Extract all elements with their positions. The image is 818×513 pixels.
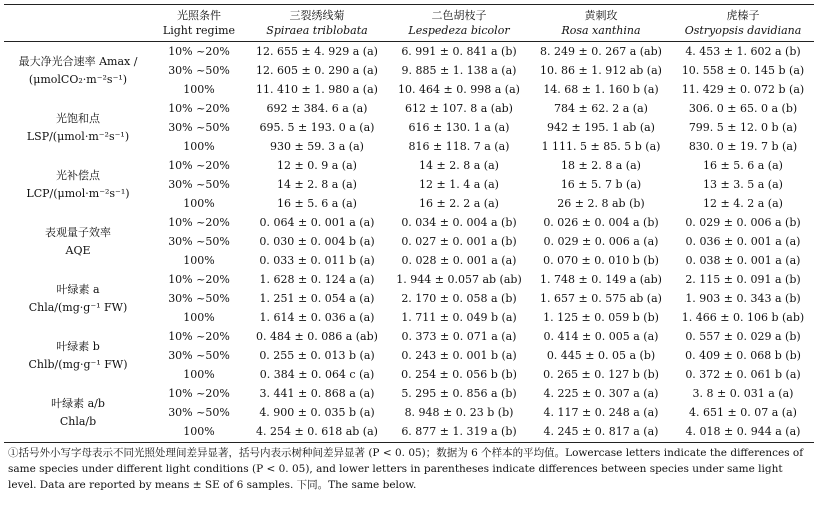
- value-cell: 13 ± 3. 5 a (a): [703, 178, 783, 191]
- value-cell: 1. 614 ± 0. 036 a (a): [259, 311, 375, 324]
- parameter-label-line1: 光饱和点: [56, 111, 100, 125]
- parameter-label-line2: Chla/(mg·g⁻¹ FW): [28, 300, 128, 314]
- value-cell: 0. 254 ± 0. 056 b (b): [401, 368, 517, 381]
- parameter-label: [4, 384, 152, 441]
- header-light-regime: [152, 5, 246, 42]
- species-cn: 三裂绣线菊: [289, 9, 345, 22]
- data-table: [4, 4, 814, 441]
- parameter-label-line2: AQE: [65, 243, 91, 257]
- parameter-label-line1: 表观量子效率: [45, 225, 111, 239]
- parameter-label: [4, 42, 152, 100]
- value-cell: 0. 373 ± 0. 071 a (a): [401, 330, 517, 343]
- value-cell: 0. 028 ± 0. 001 a (a): [401, 254, 517, 267]
- value-cell: 12. 605 ± 0. 290 a (a): [256, 64, 378, 77]
- header-light-en: Light regime: [162, 24, 236, 37]
- value-cell: 0. 030 ± 0. 004 b (a): [259, 235, 375, 248]
- value-cell: 0. 384 ± 0. 064 c (a): [259, 368, 375, 381]
- value-cell: 692 ± 384. 6 a (a): [266, 102, 368, 115]
- value-cell: 0. 036 ± 0. 001 a (a): [685, 235, 801, 248]
- value-cell: 14 ± 2. 8 a (a): [277, 178, 357, 191]
- light-regime-cell: 100%: [183, 83, 215, 96]
- species-latin: Rosa xanthina: [561, 24, 641, 37]
- parameter-label: [4, 213, 152, 270]
- value-cell: 0. 372 ± 0. 061 b (a): [685, 368, 801, 381]
- value-cell: 0. 414 ± 0. 005 a (a): [543, 330, 659, 343]
- parameter-label-line1: 叶绿素 a: [56, 282, 100, 296]
- light-regime-cell: 10% ~20%: [168, 45, 230, 58]
- value-cell: 1. 748 ± 0. 149 a (ab): [540, 273, 662, 286]
- value-cell: 0. 255 ± 0. 013 b (a): [259, 349, 375, 362]
- value-cell: 1. 125 ± 0. 059 b (b): [543, 311, 659, 324]
- header-species: [530, 5, 672, 42]
- value-cell: 616 ± 130. 1 a (a): [408, 121, 510, 134]
- value-cell: 12 ± 0. 9 a (a): [277, 159, 357, 172]
- table-row: [4, 327, 814, 346]
- value-cell: 0. 243 ± 0. 001 b (a): [401, 349, 517, 362]
- value-cell: 2. 115 ± 0. 091 a (b): [685, 273, 801, 286]
- parameter-label-line1: 光补偿点: [56, 168, 100, 182]
- species-cn: 黄刺玫: [584, 9, 618, 22]
- species-latin: Ostryopsis davidiana: [684, 24, 802, 37]
- species-latin: Spiraea triblobata: [266, 24, 368, 37]
- value-cell: 10. 558 ± 0. 145 b (a): [681, 64, 805, 77]
- value-cell: 0. 038 ± 0. 001 a (a): [685, 254, 801, 267]
- table-row: [4, 384, 814, 403]
- parameter-label: [4, 270, 152, 327]
- value-cell: 1. 944 ± 0.057 ab (ab): [396, 273, 522, 286]
- value-cell: 0. 034 ± 0. 004 a (b): [401, 216, 517, 229]
- light-regime-cell: 10% ~20%: [168, 387, 230, 400]
- value-cell: 0. 070 ± 0. 010 b (b): [543, 254, 659, 267]
- parameter-label-line2: Chlb/(mg·g⁻¹ FW): [28, 357, 128, 371]
- value-cell: 9. 885 ± 1. 138 a (a): [401, 64, 517, 77]
- value-cell: 942 ± 195. 1 ab (a): [547, 121, 655, 134]
- parameter-label-line2: LCP/(μmol·m⁻²s⁻¹): [26, 186, 130, 200]
- value-cell: 12 ± 4. 2 a (a): [703, 197, 783, 210]
- value-cell: 1. 903 ± 0. 343 a (b): [685, 292, 801, 305]
- value-cell: 695. 5 ± 193. 0 a (a): [259, 121, 375, 134]
- value-cell: 1. 466 ± 0. 106 b (ab): [681, 311, 805, 324]
- value-cell: 4. 651 ± 0. 07 a (a): [689, 406, 797, 419]
- value-cell: 16 ± 5. 7 b (a): [560, 178, 642, 191]
- value-cell: 2. 170 ± 0. 058 a (b): [401, 292, 517, 305]
- light-regime-cell: 10% ~20%: [168, 159, 230, 172]
- header-row: [4, 5, 814, 42]
- value-cell: 0. 026 ± 0. 004 a (b): [543, 216, 659, 229]
- light-regime-cell: 30% ~50%: [168, 292, 230, 305]
- value-cell: 0. 557 ± 0. 029 a (b): [685, 330, 801, 343]
- value-cell: 6. 877 ± 1. 319 a (b): [401, 425, 517, 438]
- light-regime-cell: 10% ~20%: [168, 273, 230, 286]
- value-cell: 4. 245 ± 0. 817 a (a): [543, 425, 659, 438]
- light-regime-cell: 30% ~50%: [168, 235, 230, 248]
- value-cell: 816 ± 118. 7 a (a): [408, 140, 510, 153]
- species-cn: 虎榛子: [726, 9, 760, 22]
- value-cell: 799. 5 ± 12. 0 b (a): [688, 121, 798, 134]
- value-cell: 4. 900 ± 0. 035 b (a): [259, 406, 375, 419]
- table-row: [4, 156, 814, 175]
- value-cell: 1. 251 ± 0. 054 a (a): [259, 292, 375, 305]
- light-regime-cell: 10% ~20%: [168, 330, 230, 343]
- value-cell: 0. 064 ± 0. 001 a (a): [259, 216, 375, 229]
- light-regime-cell: 10% ~20%: [168, 216, 230, 229]
- value-cell: 830. 0 ± 19. 7 b (a): [688, 140, 798, 153]
- value-cell: 11. 429 ± 0. 072 b (a): [681, 83, 805, 96]
- value-cell: 0. 027 ± 0. 001 a (b): [401, 235, 517, 248]
- value-cell: 1. 711 ± 0. 049 b (a): [401, 311, 517, 324]
- species-cn: 二色胡枝子: [431, 9, 487, 22]
- value-cell: 11. 410 ± 1. 980 a (a): [256, 83, 378, 96]
- value-cell: 0. 029 ± 0. 006 a (b): [685, 216, 801, 229]
- value-cell: 16 ± 5. 6 a (a): [703, 159, 783, 172]
- value-cell: 6. 991 ± 0. 841 a (b): [401, 45, 517, 58]
- value-cell: 0. 484 ± 0. 086 a (ab): [256, 330, 378, 343]
- light-regime-cell: 30% ~50%: [168, 64, 230, 77]
- header-species: [388, 5, 530, 42]
- value-cell: 784 ± 62. 2 a (a): [554, 102, 648, 115]
- table-row: [4, 213, 814, 232]
- value-cell: 1. 628 ± 0. 124 a (a): [259, 273, 375, 286]
- header-species: [672, 5, 814, 42]
- value-cell: 4. 254 ± 0. 618 ab (a): [256, 425, 378, 438]
- table-row: [4, 270, 814, 289]
- light-regime-cell: 100%: [183, 425, 215, 438]
- parameter-label-line2: LSP/(μmol·m⁻²s⁻¹): [26, 129, 130, 143]
- value-cell: 4. 225 ± 0. 307 a (a): [543, 387, 659, 400]
- value-cell: 14 ± 2. 8 a (a): [419, 159, 499, 172]
- table-body: [4, 42, 814, 442]
- value-cell: 16 ± 5. 6 a (a): [277, 197, 357, 210]
- value-cell: 3. 8 ± 0. 031 a (a): [692, 387, 794, 400]
- value-cell: 18 ± 2. 8 a (a): [561, 159, 641, 172]
- parameter-label-line1: 叶绿素 b: [56, 339, 100, 353]
- value-cell: 612 ± 107. 8 a (ab): [405, 102, 513, 115]
- parameter-label-line2: Chla/b: [59, 414, 97, 428]
- value-cell: 8. 948 ± 0. 23 b (b): [404, 406, 514, 419]
- parameter-label-line1: 叶绿素 a/b: [51, 396, 105, 410]
- light-regime-cell: 30% ~50%: [168, 178, 230, 191]
- value-cell: 4. 018 ± 0. 944 a (a): [685, 425, 801, 438]
- light-regime-cell: 100%: [183, 254, 215, 267]
- value-cell: 0. 033 ± 0. 011 b (a): [259, 254, 375, 267]
- light-regime-cell: 30% ~50%: [168, 406, 230, 419]
- light-regime-cell: 100%: [183, 368, 215, 381]
- value-cell: 0. 265 ± 0. 127 b (b): [543, 368, 659, 381]
- species-latin: Lespedeza bicolor: [408, 24, 510, 37]
- value-cell: 14. 68 ± 1. 160 b (a): [543, 83, 659, 96]
- value-cell: 4. 117 ± 0. 248 a (a): [543, 406, 659, 419]
- value-cell: 3. 441 ± 0. 868 a (a): [259, 387, 375, 400]
- value-cell: 4. 453 ± 1. 602 a (b): [685, 45, 801, 58]
- light-regime-cell: 100%: [183, 311, 215, 324]
- table-row: [4, 99, 814, 118]
- value-cell: 1. 657 ± 0. 575 ab (a): [540, 292, 662, 305]
- value-cell: 16 ± 2. 2 a (a): [419, 197, 499, 210]
- value-cell: 10. 86 ± 1. 912 ab (a): [540, 64, 662, 77]
- light-regime-cell: 100%: [183, 197, 215, 210]
- value-cell: 26 ± 2. 8 ab (b): [557, 197, 645, 210]
- value-cell: 0. 029 ± 0. 006 a (a): [543, 235, 659, 248]
- parameter-label-line1: 最大净光合速率 Amax /: [18, 54, 138, 68]
- parameter-label: [4, 99, 152, 156]
- parameter-label: [4, 156, 152, 213]
- header-parameter: [4, 5, 152, 42]
- value-cell: 930 ± 59. 3 a (a): [270, 140, 364, 153]
- value-cell: 10. 464 ± 0. 998 a (a): [398, 83, 520, 96]
- value-cell: 1 111. 5 ± 85. 5 b (a): [541, 140, 661, 153]
- header-light-cn: 光照条件: [177, 9, 221, 22]
- light-regime-cell: 30% ~50%: [168, 121, 230, 134]
- value-cell: 0. 445 ± 0. 05 a (b): [546, 349, 656, 362]
- footnote: ①括号外小写字母表示不同光照处理间差异显著，括号内表示树种间差异显著 (P < 0. 05)；数据为 6 个样本的平均值。Lowercase letters indicate the differences of same species under different light conditions (P < 0. 05), and lower letters in parentheses indicate differences between species under same light level. Data are reported by means ± SE of 6 samples. 下同。The same below.: [4, 442, 814, 493]
- parameter-label-line2: (μmolCO₂·m⁻²s⁻¹): [28, 72, 128, 86]
- value-cell: 0. 409 ± 0. 068 b (b): [685, 349, 801, 362]
- table-row: [4, 42, 814, 62]
- light-regime-cell: 10% ~20%: [168, 102, 230, 115]
- value-cell: 12. 655 ± 4. 929 a (a): [256, 45, 378, 58]
- light-regime-cell: 30% ~50%: [168, 349, 230, 362]
- value-cell: 12 ± 1. 4 a (a): [419, 178, 499, 191]
- value-cell: 306. 0 ± 65. 0 a (b): [688, 102, 798, 115]
- header-species: [246, 5, 388, 42]
- parameter-label: [4, 327, 152, 384]
- value-cell: 8. 249 ± 0. 267 a (ab): [540, 45, 662, 58]
- light-regime-cell: 100%: [183, 140, 215, 153]
- value-cell: 5. 295 ± 0. 856 a (b): [401, 387, 517, 400]
